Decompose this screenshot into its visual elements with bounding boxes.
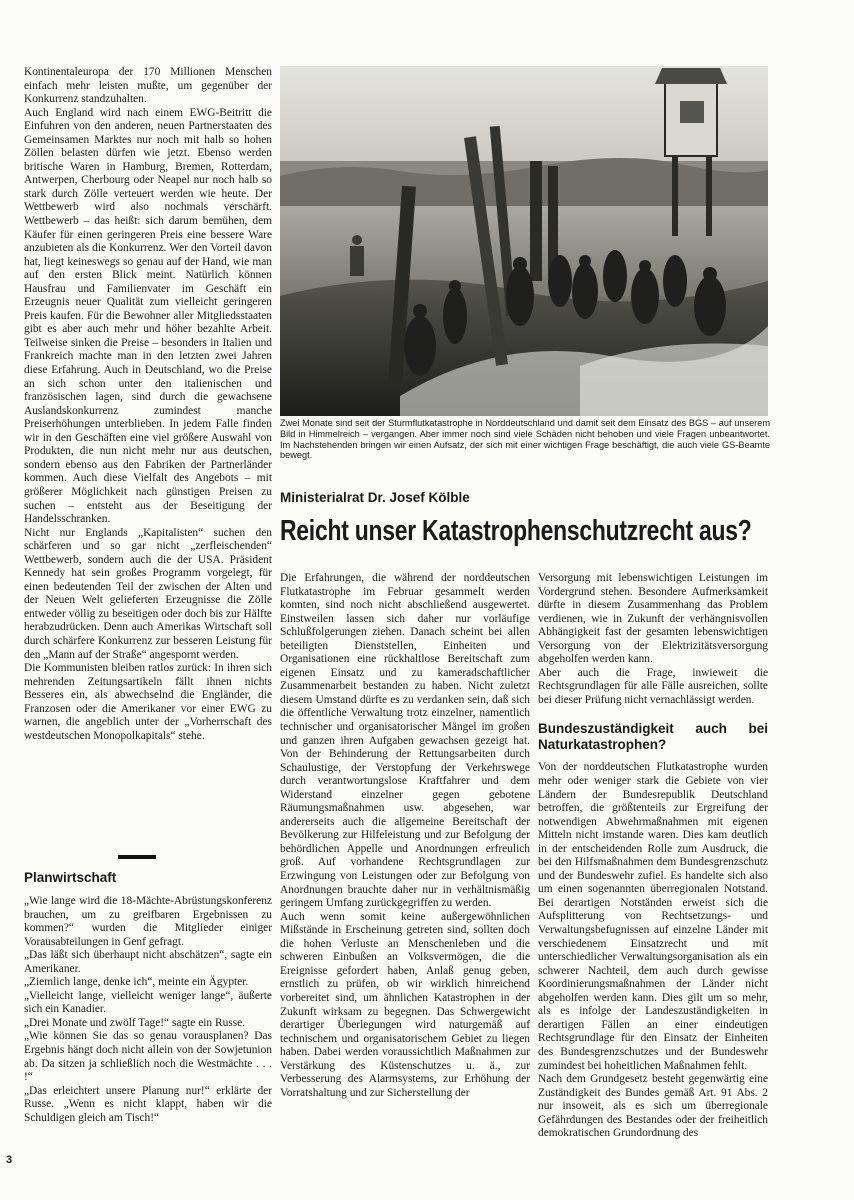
section-heading-bundeszustaendigkeit: Bundeszuständigkeit auch bei Naturkatastrophen? (538, 721, 768, 753)
paragraph: „Wie können Sie das so genau vorausplanen? Das Ergebnis hängt doch nicht allein von der Sowjetunion ab. Da sitzen ja schließlich noch die Westmächte . . . !“ (24, 1030, 272, 1084)
paragraph: Die Kommunisten bleiben ratlos zurück: In ihren sich mehrenden Zeitungsartikeln fällt ihnen nichts Besseres ein, als abwechselnd die Engländer, die Franzosen oder die Amerikaner vor einer EWG zu warnen, die angeblich unter der „Vorherrschaft des westdeutschen Monopolkapitals“ stehe. (24, 662, 272, 742)
paragraph: Versorgung mit lebenswichtigen Leistungen im Vordergrund stehen. Besondere Aufmerksamkeit dürfte in diesem Zusammenhang das Problem verdienen, wie in Zukunft der verhängnisvollen Abhängigkeit fast der gesamten lebenswichtigen Versorgung von der Elektrizitätsversorgung abgeholfen werden kann. (538, 572, 768, 666)
planwirtschaft-column (24, 895, 272, 1125)
flood-photo (280, 66, 768, 416)
paragraph: Die Erfahrungen, die während der norddeutschen Flutkatastrophe im Februar gesammelt werden konnten, sind noch nicht abschließend ausgewertet. Einstweilen lassen sich daher nur vorläufige Schlußfolgerungen ziehen. Danach scheint bei allen beteiligten Dienststellen, Einheiten und Organisationen eine rückhaltlose Bereitschaft zum eigenen Einsatz und zu kameradschaftlicher Zusammenarbeit bestanden zu haben. Nicht zuletzt diesem Umstand dürfte es zu verdanken sein, daß sich die öffentliche Verwaltung trotz einzelner, namentlich technischer und organisatorischer Mängel im großen und ganzen ihren Aufgaben gewachsen gezeigt hat. Von der Behinderung der Rettungsarbeiten durch Schaulustige, der Verstopfung der Verkehrswege durch verantwortungslose Kraftfahrer und dem Widerstand einzelner gegen gebotene Räumungsmaßnahmen usw. abgesehen, war andererseits auch die allgemeine Bereitschaft der Bevölkerung zur Hilfeleistung und zur Befolgung der behördlichen Appelle und Anordnungen erfreulich groß. Auf vorhandene Rechtsgrundlagen zur Erzwingung von Leistungen oder zur Befolgung von Anordnungen brauchte daher nur in verhältnismäßig geringem Umfang zurückgegriffen zu werden. (280, 572, 530, 910)
paragraph: Kontinentaleuropa der 170 Millionen Menschen einfach mehr leisten mußte, um gegenüber der Konkurrenz standzuhalten. (24, 66, 272, 106)
paragraph: „Das läßt sich überhaupt nicht abschätzen“, sagte ein Amerikaner. (24, 949, 272, 975)
paragraph: Nach dem Grundgesetz besteht gegenwärtig eine Zuständigkeit des Bundes gemäß Art. 91 Abs. 2 nur insoweit, als es sich um überregionale Gefährdungen des Bestandes oder der freiheitlich demokratischen Grundordnung des (538, 1073, 768, 1140)
paragraph: Aber auch die Frage, inwieweit die Rechtsgrundlagen für alle Fälle ausreichen, sollte bei dieser Prüfung nicht vernachlässigt werden. (538, 666, 768, 706)
paragraph: „Drei Monate und zwölf Tage!“ sagte ein Russe. (24, 1016, 246, 1029)
paragraph: Nicht nur Englands „Kapitalisten“ suchen den schärferen und so gar nicht „zerfleischenden“ Wettbewerb, sondern auch die der USA. Präsident Kennedy hat sein großes Programm vorgelegt, für einen bedeutenden Teil der zwischen der Alten und der Neuen Welt gelieferten Erzeugnisse die Zölle entweder völlig zu beseitigen oder doch bis zur Hälfte herabzudrücken. Denn auch Amerikas Wirtschaft soll durch schärfere Konkurrenz zur besseren Leistung für den „Mann auf der Straße“ angespornt werden. (24, 526, 272, 661)
paragraph: „Ziemlich lange, denke ich“, meinte ein Ägypter. (24, 976, 249, 989)
paragraph: „Vielleicht lange, vielleicht weniger lange“, äußerte sich ein Kanadier. (24, 989, 272, 1016)
paragraph: Auch wenn somit keine außergewöhnlichen Mißstände in Erscheinung getreten sind, sollten doch die hohen Verluste an Menschenleben und die schweren Einbußen an Volksvermögen, die die Ereignisse gefordert haben, Anlaß genug geben, ernstlich zu prüfen, ob wir wirklich hinreichend vorbereitet sind, um ähnlichen Katastrophen in der Zukunft wirksam zu begegnen. Das Schwergewicht derartiger Überlegungen wird naturgemäß auf technischem und organisatorischem Gebiet zu liegen haben. Dabei werden voraussichtlich Maßnahmen zur Verstärkung des Küstenschutzes u. ä., zur Verbesserung des Alarmsystems, zur Erhöhung der Vorratshaltung und zur Sicherstellung der (280, 910, 530, 1099)
paragraph: Von der norddeutschen Flutkatastrophe wurden mehr oder weniger stark die Gebiete von vier Ländern der Bundesrepublik Deutschland betroffen, die größtenteils zur Ergreifung der notwendigen Abwehrmaßnahmen mit eigenen Mitteln nicht imstande waren. Dies kam deutlich in der entscheidenden Rolle zum Ausdruck, die bei den Hilfsmaßnahmen dem Bundesgrenzschutz und der Bundeswehr zufiel. Es handelte sich also um einen sogenannten überregionalen Notstand. Bei derartigen Notständen erweist sich die Aufsplitterung von Rechtsetzungs- und Verwaltungsbefugnissen auf einzelne Länder mit verschiedenem Einsatzrecht und mit unterschiedlicher Verwaltungsorganisation als ein schwerer Nachteil, dem auch durch gewisse Koordinierungsmaßnahmen der Länder nicht abgeholfen werden kann. Dies gilt um so mehr, als es infolge der Landeszuständigkeiten in derartigen Fällen an einer eindeutigen Rechtsgrundlage für den Einsatz der Einheiten des Bundesgrenzschutzes und der Bundeswehr zumindest bei hoheitlichen Maßnahmen fehlt. (538, 761, 768, 1072)
paragraph: „Das erleichtert unsere Planung nur!“ erklärte der Russe. „Wenn es nicht klappt, haben wir die Schuldigen gleich am Tisch!“ (24, 1084, 272, 1124)
article-author: Ministerialrat Dr. Josef Kölble (280, 490, 470, 505)
page-number: 3 (6, 1154, 13, 1166)
paragraph: Auch England wird nach einem EWG-Beitritt die Einfuhren von den anderen, neuen Partnerstaaten des Gemeinsamen Marktes nur noch mit halb so hohen Zöllen belasten dürfen wie jetzt. Ebenso werden britische Waren in Hamburg, Bremen, Rotterdam, Antwerpen, Cherbourg oder Neapel nur noch halb so stark durch Zölle verteuert werden wie heute. Der Wettbewerb wird also nochmals verschärft. Wettbewerb – das heißt: sich darum bemühen, dem Käufer für einen geringeren Preis eine bessere Ware anzubieten als die Konkurrenz. Wer den Vorteil davon hat, liegt keineswegs so genau auf der Hand, wie man auf den ersten Blick meint. Natürlich können Hausfrau und Familienvater im Geschäft ein Erzeugnis neuer Qualität zum vielleicht geringeren Preis kaufen. Für die Bewohner aller Mitgliedsstaaten gibt es aber auch mehr und höher bezahlte Arbeit. Teilweise sinken die Preise – besonders in Italien und Frankreich machte man in den letzten zwei Jahren diese Erfahrung. Auch in Deutschland, wo die Preise an sich schon unter den italienischen und französischen lagen, sind durch die gewachsene Auslandskonkurrenz zumindest manche Preiserhöhungen unterblieben. In jedem Falle finden wir in den Geschäften eine viel größere Auswahl von Produkten, die nun nicht mehr nur aus deutschen, sondern ebenso aus den Fabriken der Partnerländer kommen. Auch diese Vielfalt des Angebots – mit größerer Möglichkeit nach günstigen Preisen zu suchen – entsteht aus der Beseitigung der Handelsschranken. (24, 106, 272, 526)
photo-caption: Zwei Monate sind seit der Sturmflutkatastrophe in Norddeutschland und damit seit dem Einsatz des BGS – auf unserem Bild in Himmelreich – vergangen. Aber immer noch sind viele Schäden nicht behoben und viele Fragen unbeantwortet. Im Nachstehenden bringen wir einen Aufsatz, der sich mit einer wichtigen Frage beschäftigt, die auch viele GS-Beamte bewegt. (280, 418, 770, 461)
article-middle-column (280, 572, 530, 1100)
section-divider (118, 855, 156, 859)
left-column (24, 66, 272, 743)
article-headline: Reicht unser Katastrophenschutzrecht aus? (280, 515, 752, 547)
flood-photo-drawing (280, 66, 768, 416)
section-heading-planwirtschaft: Planwirtschaft (24, 870, 117, 885)
article-right-column (538, 572, 768, 1141)
paragraph: „Wie lange wird die 18-Mächte-Abrüstungskonferenz brauchen, um zu greifbaren Ergebnissen zu kommen?“ wurden die Mitglieder einiger Vorausabteilungen in Genf gefragt. (24, 895, 272, 948)
